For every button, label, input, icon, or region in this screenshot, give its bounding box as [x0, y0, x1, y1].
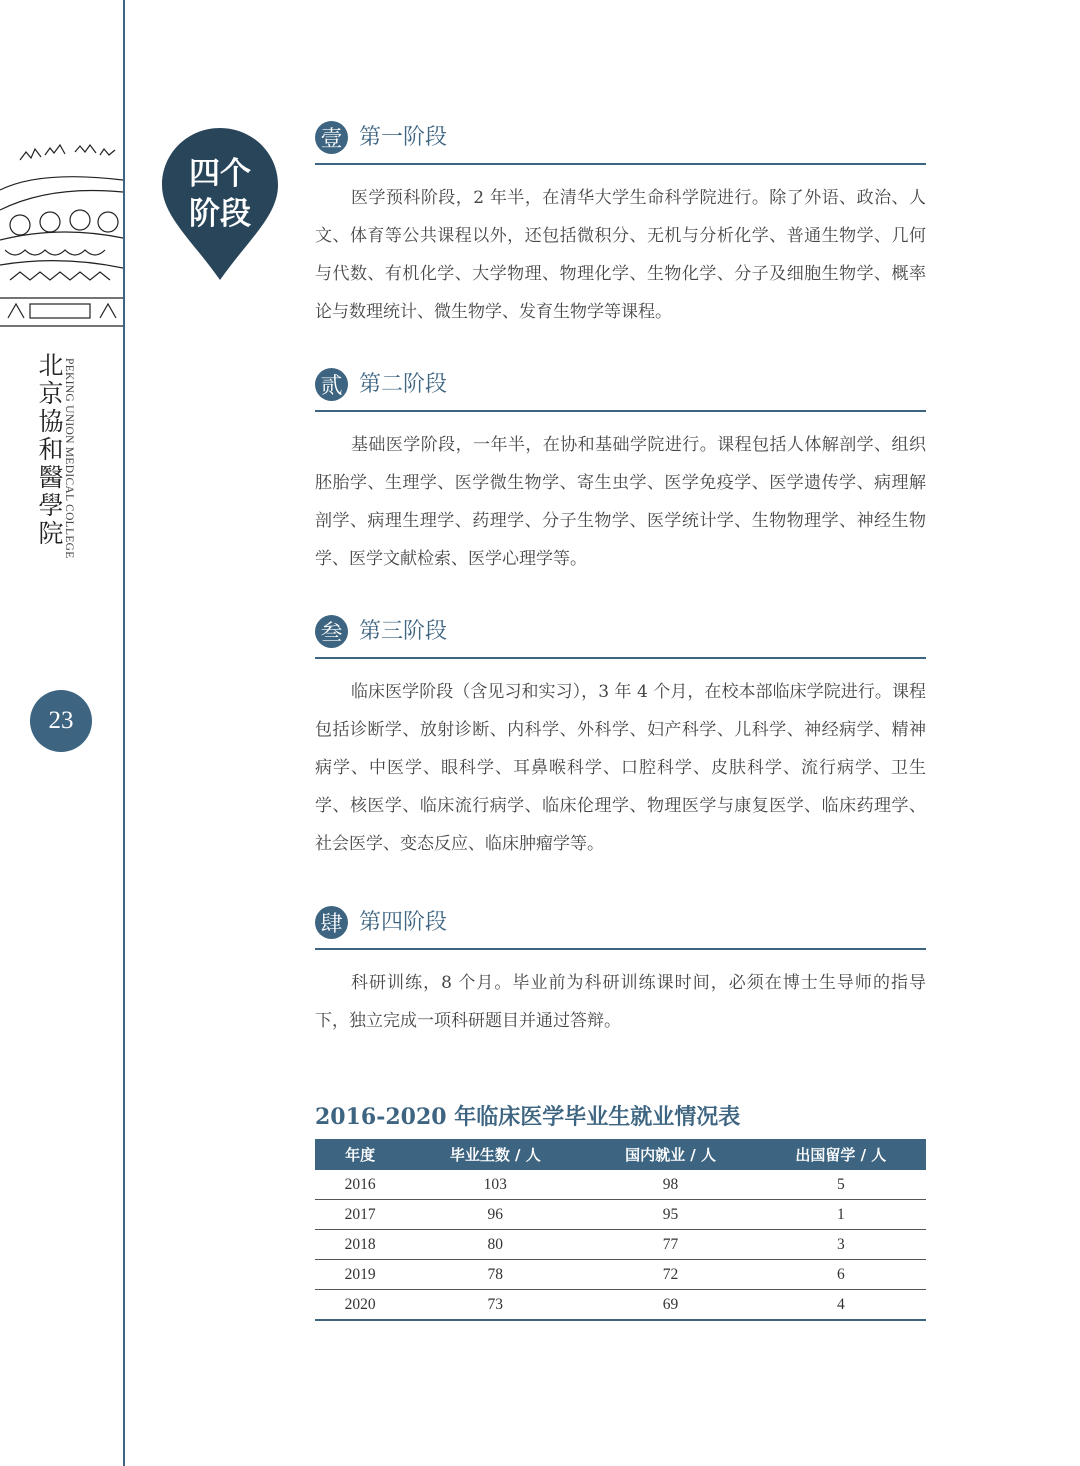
cell-abroad: 6 [756, 1260, 926, 1290]
section-number-badge: 壹 [315, 121, 348, 154]
cell-abroad: 3 [756, 1230, 926, 1260]
section-number-badge: 肆 [315, 906, 348, 939]
cell-domestic: 69 [585, 1290, 755, 1321]
employment-table [315, 1139, 926, 1321]
cell-graduates: 103 [405, 1170, 585, 1200]
left-border-line [123, 0, 125, 1466]
cell-domestic: 77 [585, 1230, 755, 1260]
section-title: 第三阶段 [359, 619, 448, 644]
badge-title-line2: 阶段 [189, 196, 251, 232]
section-body: 临床医学阶段（含见习和实习），3 年 4 个月，在校本部临床学院进行。课程包括诊断学、放射诊断、内科学、外科学、妇产科学、儿科学、神经病学、精神病学、中医学、眼科学、耳鼻喉科学、口腔科学、皮肤科学、流行病学、卫生学、核医学、临床流行病学、临床伦理学、物理医学与康复医学、临床药理学、社会医学、变态反应、临床肿瘤学等。 [315, 682, 926, 854]
page-number-badge: 23 [30, 690, 92, 752]
section-header [315, 121, 926, 165]
section-title: 第一阶段 [359, 125, 448, 150]
school-name-english: PEKING UNION MEDICAL COLLEGE [63, 358, 75, 559]
cell-year: 2018 [315, 1230, 405, 1260]
table-row [315, 1260, 926, 1290]
header-abroad: 出国留学 / 人 [756, 1139, 926, 1170]
cell-graduates: 73 [405, 1290, 585, 1321]
cell-year: 2016 [315, 1170, 405, 1200]
section-stage-2 [315, 368, 926, 578]
cell-graduates: 78 [405, 1260, 585, 1290]
section-stage-1 [315, 121, 926, 331]
section-number-badge: 叁 [315, 615, 348, 648]
cell-abroad: 1 [756, 1200, 926, 1230]
cell-year: 2020 [315, 1290, 405, 1321]
section-number-badge: 贰 [315, 368, 348, 401]
section-header [315, 906, 926, 950]
section-body: 基础医学阶段，一年半，在协和基础学院进行。课程包括人体解剖学、组织胚胎学、生理学、医学微生物学、寄生虫学、医学免疫学、医学遗传学、病理解剖学、病理生理学、药理学、分子生物学、医学统计学、生物物理学、神经生物学、医学文献检索、医学心理学等。 [315, 435, 926, 569]
cell-graduates: 80 [405, 1230, 585, 1260]
section-title: 第四阶段 [359, 910, 448, 935]
palace-roof-illustration [0, 130, 123, 330]
table-row [315, 1230, 926, 1260]
section-header [315, 615, 926, 659]
badge-title [162, 154, 278, 234]
cell-domestic: 98 [585, 1170, 755, 1200]
header-graduates: 毕业生数 / 人 [405, 1139, 585, 1170]
table-header-row [315, 1139, 926, 1170]
section-stage-4 [315, 906, 926, 1040]
section-body: 科研训练，8 个月。毕业前为科研训练课时间，必须在博士生导师的指导下，独立完成一项科研题目并通过答辩。 [315, 973, 926, 1031]
cell-abroad: 4 [756, 1290, 926, 1321]
header-year: 年度 [315, 1139, 405, 1170]
cell-abroad: 5 [756, 1170, 926, 1200]
school-name-chinese: 北京協和醫學院 [38, 351, 64, 548]
badge-title-line1: 四个 [189, 156, 251, 192]
cell-domestic: 72 [585, 1260, 755, 1290]
table-row [315, 1170, 926, 1200]
section-body: 医学预科阶段，2 年半，在清华大学生命科学院进行。除了外语、政治、人文、体育等公共课程以外，还包括微积分、无机与分析化学、普通生物学、几何与代数、有机化学、大学物理、物理化学、生物化学、分子及细胞生物学、概率论与数理统计、微生物学、发育生物学等课程。 [315, 188, 926, 322]
cell-graduates: 96 [405, 1200, 585, 1230]
cell-year: 2017 [315, 1200, 405, 1230]
cell-year: 2019 [315, 1260, 405, 1290]
section-stage-3 [315, 615, 926, 863]
cell-domestic: 95 [585, 1200, 755, 1230]
header-domestic: 国内就业 / 人 [585, 1139, 755, 1170]
section-header [315, 368, 926, 412]
table-row [315, 1200, 926, 1230]
table-title: 2016-2020 年临床医学毕业生就业情况表 [315, 1104, 741, 1130]
section-title: 第二阶段 [359, 372, 448, 397]
table-row [315, 1290, 926, 1321]
